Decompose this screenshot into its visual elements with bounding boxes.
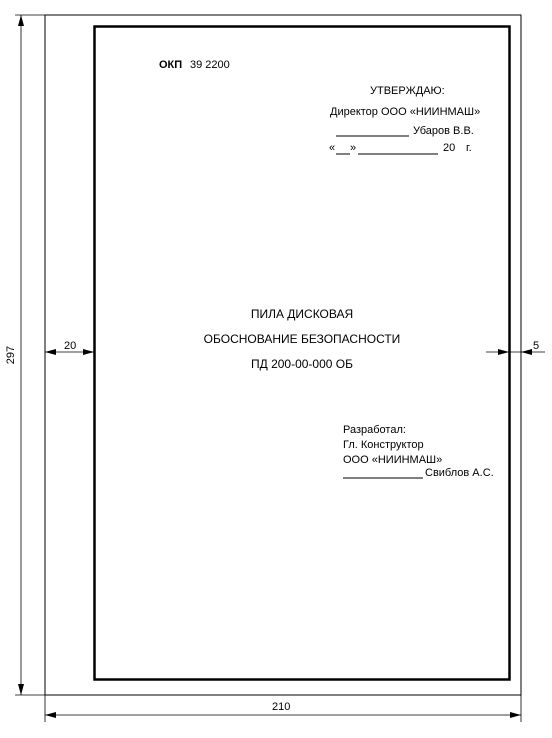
approval-heading: УТВЕРЖДАЮ: — [370, 85, 445, 97]
approval-position: Директор ООО «НИИНМАШ» — [330, 106, 481, 118]
height-arrow-bottom — [18, 684, 24, 695]
okp-code: 39 2200 — [190, 59, 230, 71]
document-title-line1: ПИЛА ДИСКОВАЯ — [250, 307, 354, 321]
left-margin-arrow-right — [83, 349, 94, 355]
left-margin-arrow-left — [45, 349, 56, 355]
approval-year-prefix: 20 — [443, 142, 456, 154]
approval-year-suffix: г. — [466, 142, 472, 154]
developer-organization: ООО «НИИНМАШ» — [343, 454, 443, 466]
dimension-width-label: 210 — [272, 701, 291, 713]
height-arrow-top — [18, 15, 24, 26]
document-code: ПД 200-00-000 ОБ — [250, 357, 353, 371]
dimension-height-label: 297 — [5, 345, 17, 365]
dimension-left-margin-label: 20 — [64, 340, 77, 352]
right-margin-arrow-right — [521, 349, 532, 355]
developer-name: Свиблов А.С. — [425, 467, 494, 479]
document-title-line2: ОБОСНОВАНИЕ БЕЗОПАСНОСТИ — [203, 332, 401, 346]
width-arrow-right — [510, 712, 521, 718]
approval-signatory: Убаров В.В. — [413, 125, 474, 137]
approval-date-open-quote: « — [329, 142, 336, 154]
developer-position: Гл. Конструктор — [343, 439, 424, 451]
approval-date-close-quote: » — [350, 142, 357, 154]
okp-label: ОКП — [159, 59, 183, 71]
developer-heading: Разработал: — [343, 424, 406, 436]
right-margin-arrow-left — [498, 349, 509, 355]
dimension-right-margin-label: 5 — [533, 340, 540, 352]
width-arrow-left — [45, 712, 56, 718]
